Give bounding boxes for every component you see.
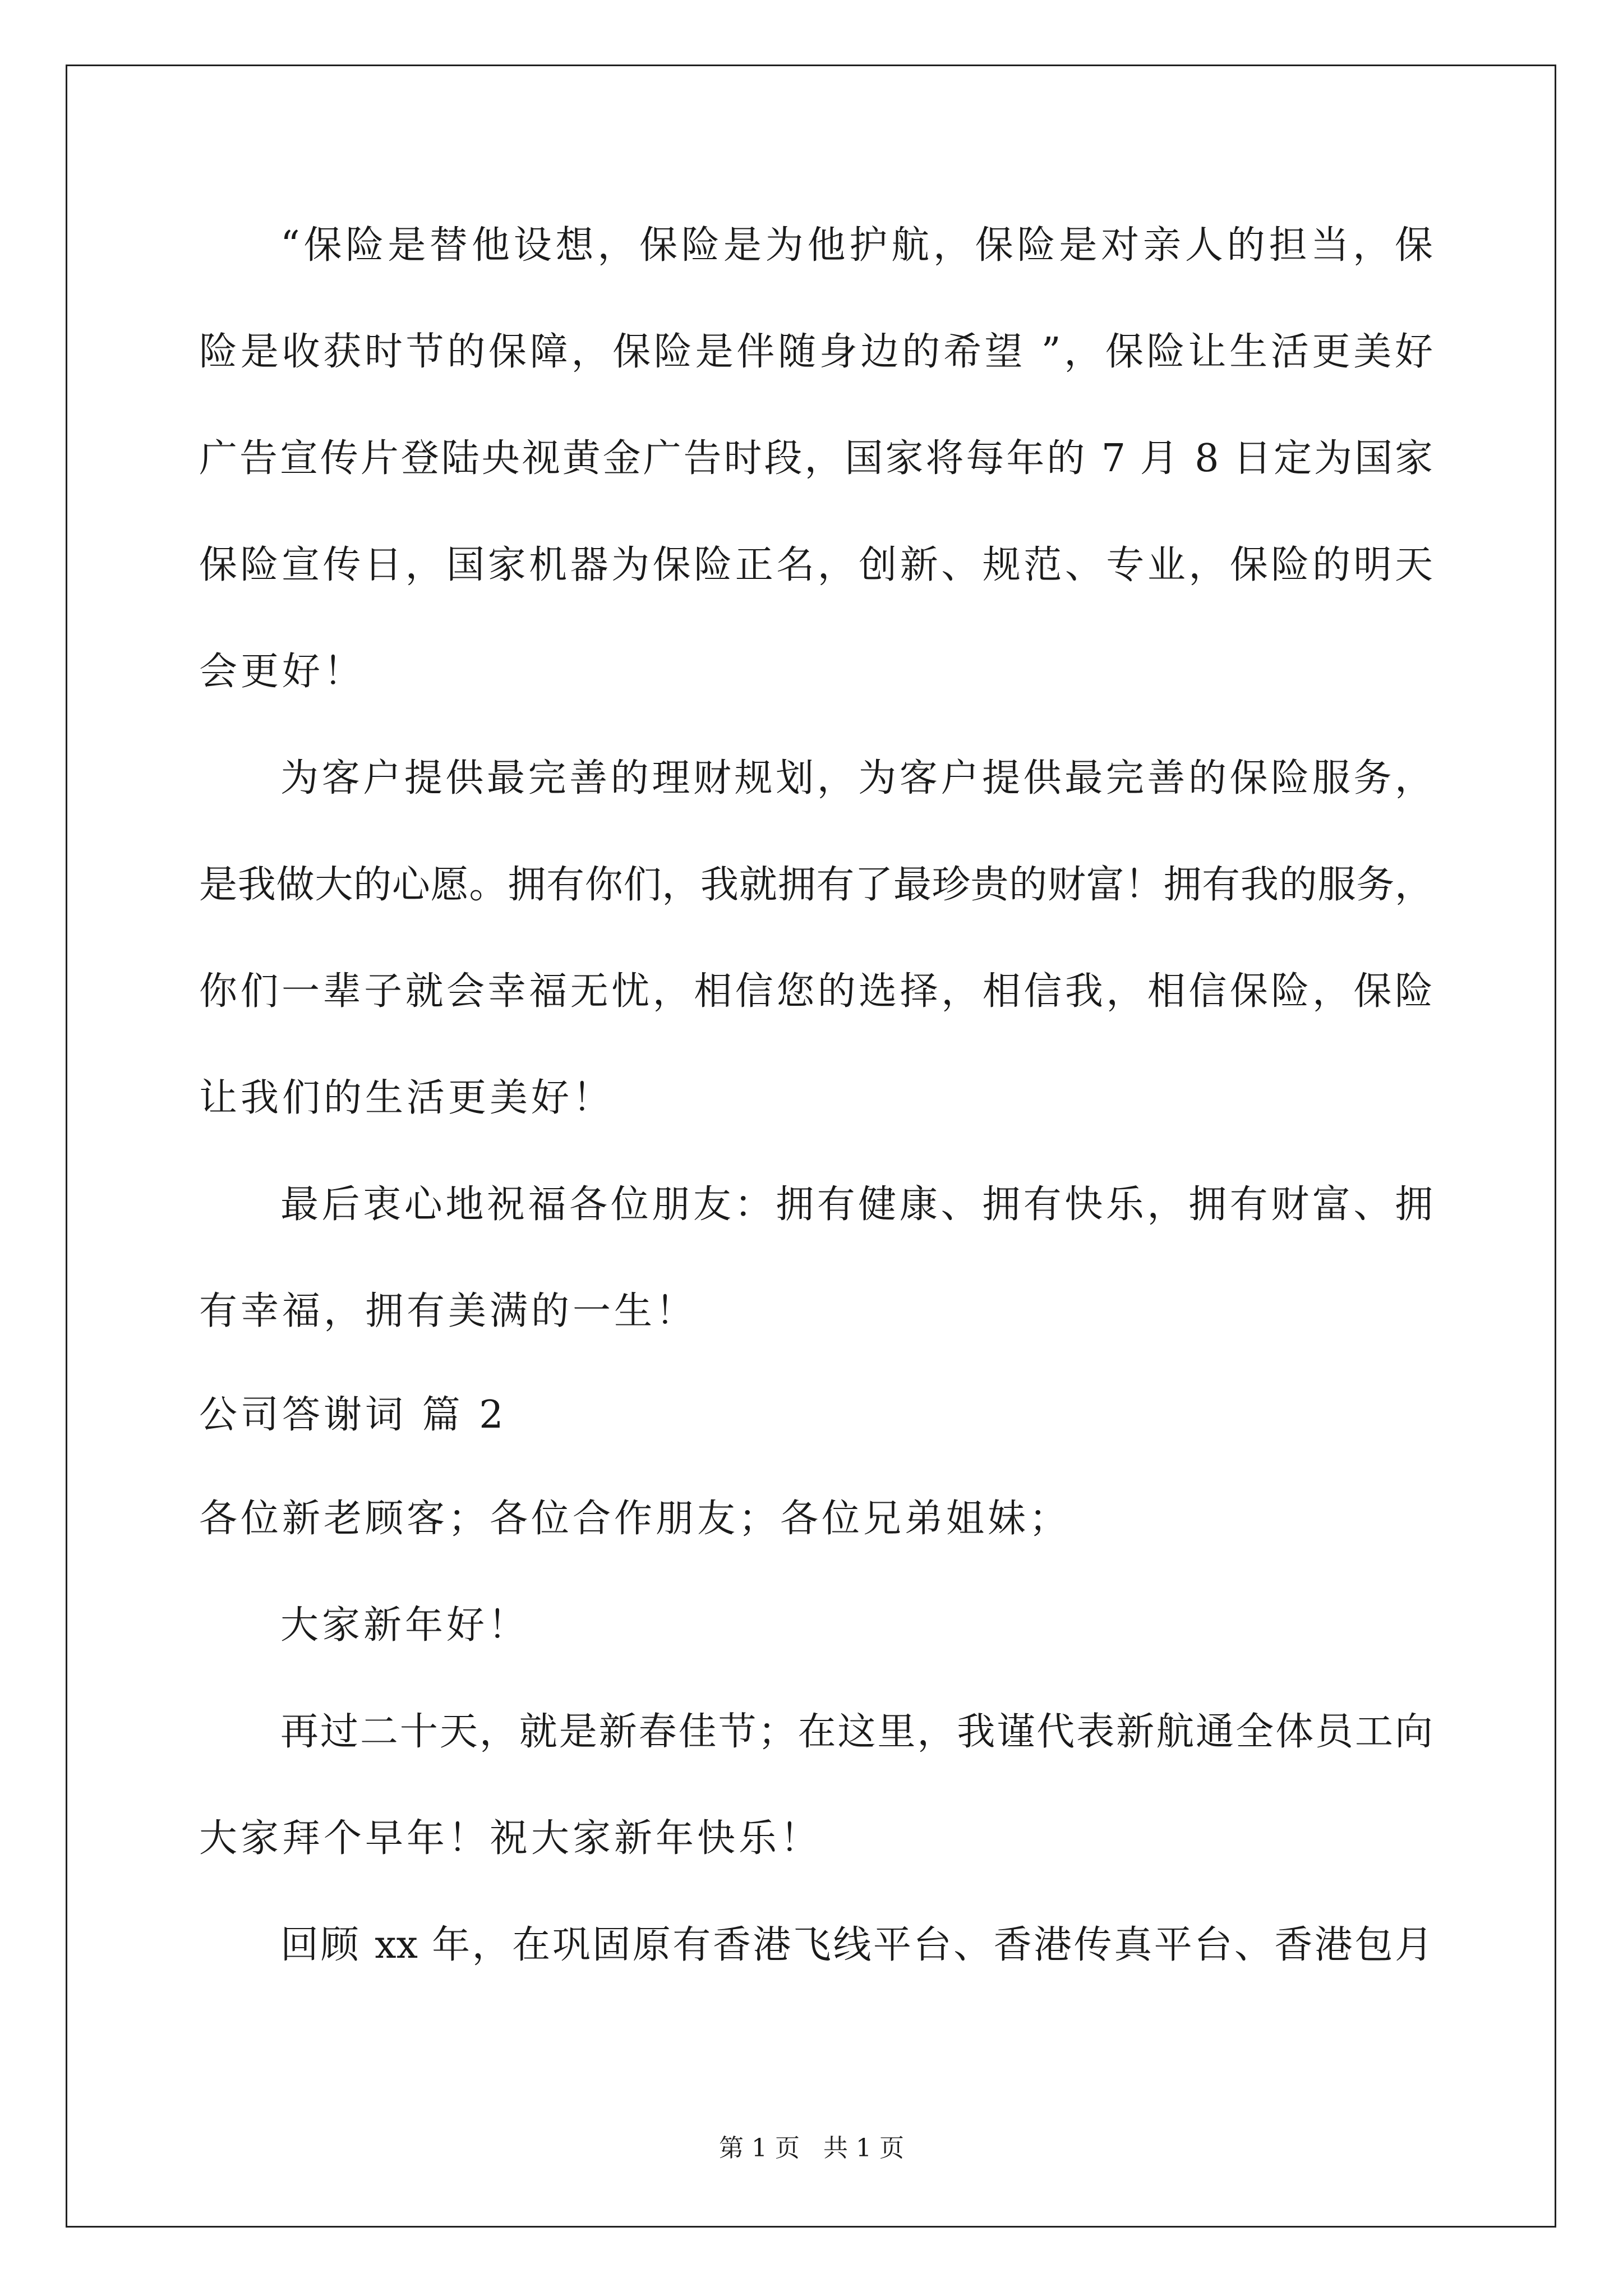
text-line: 让我们的生活更美好！ [199,1076,615,1120]
text-line: 大家拜个早年！祝大家新年快乐！ [199,1816,822,1861]
text-line: “保险是替他设想，保险是为他护航，保险是对亲人的担当，保 [280,223,1433,268]
text-line: 你们一辈子就会幸福无忧，相信您的选择，相信我，相信保险，保险 [199,969,1433,1014]
text-line: 保险宣传日，国家机器为保险正名，创新、规范、专业，保险的明天 [199,543,1433,587]
text-line: 大家新年好！ [280,1603,530,1648]
text-line: 险是收获时节的保障，保险是伴随身边的希望 ”，保险让生活更美好 [199,330,1433,374]
page-total: 共 1 页 [823,2134,904,2162]
text-line: 最后衷心地祝福各位朋友：拥有健康、拥有快乐，拥有财富、拥 [280,1182,1433,1227]
page-footer [0,2132,1623,2165]
text-line: 是我做大的心愿。拥有你们，我就拥有了最珍贵的财富！拥有我的服务， [199,863,1433,907]
page-number: 第 1 页 [719,2134,800,2162]
text-line: 各位新老顾客；各位合作朋友；各位兄弟姐妹； [199,1497,1071,1541]
text-line: 广告宣传片登陆央视黄金广告时段，国家将每年的 7 月 8 日定为国家 [199,436,1433,481]
text-line: 为客户提供最完善的理财规划，为客户提供最完善的保险服务， [280,756,1433,800]
page-border [66,65,1556,2228]
section-heading: 公司答谢词 篇 2 [199,1393,507,1437]
text-line: 再过二十天，就是新春佳节；在这里，我谨代表新航通全体员工向 [280,1710,1433,1754]
text-line: 有幸福，拥有美满的一生！ [199,1289,698,1333]
text-line: 回顾 xx 年，在巩固原有香港飞线平台、香港传真平台、香港包月 [280,1923,1433,1967]
text-line: 会更好！ [199,650,366,694]
